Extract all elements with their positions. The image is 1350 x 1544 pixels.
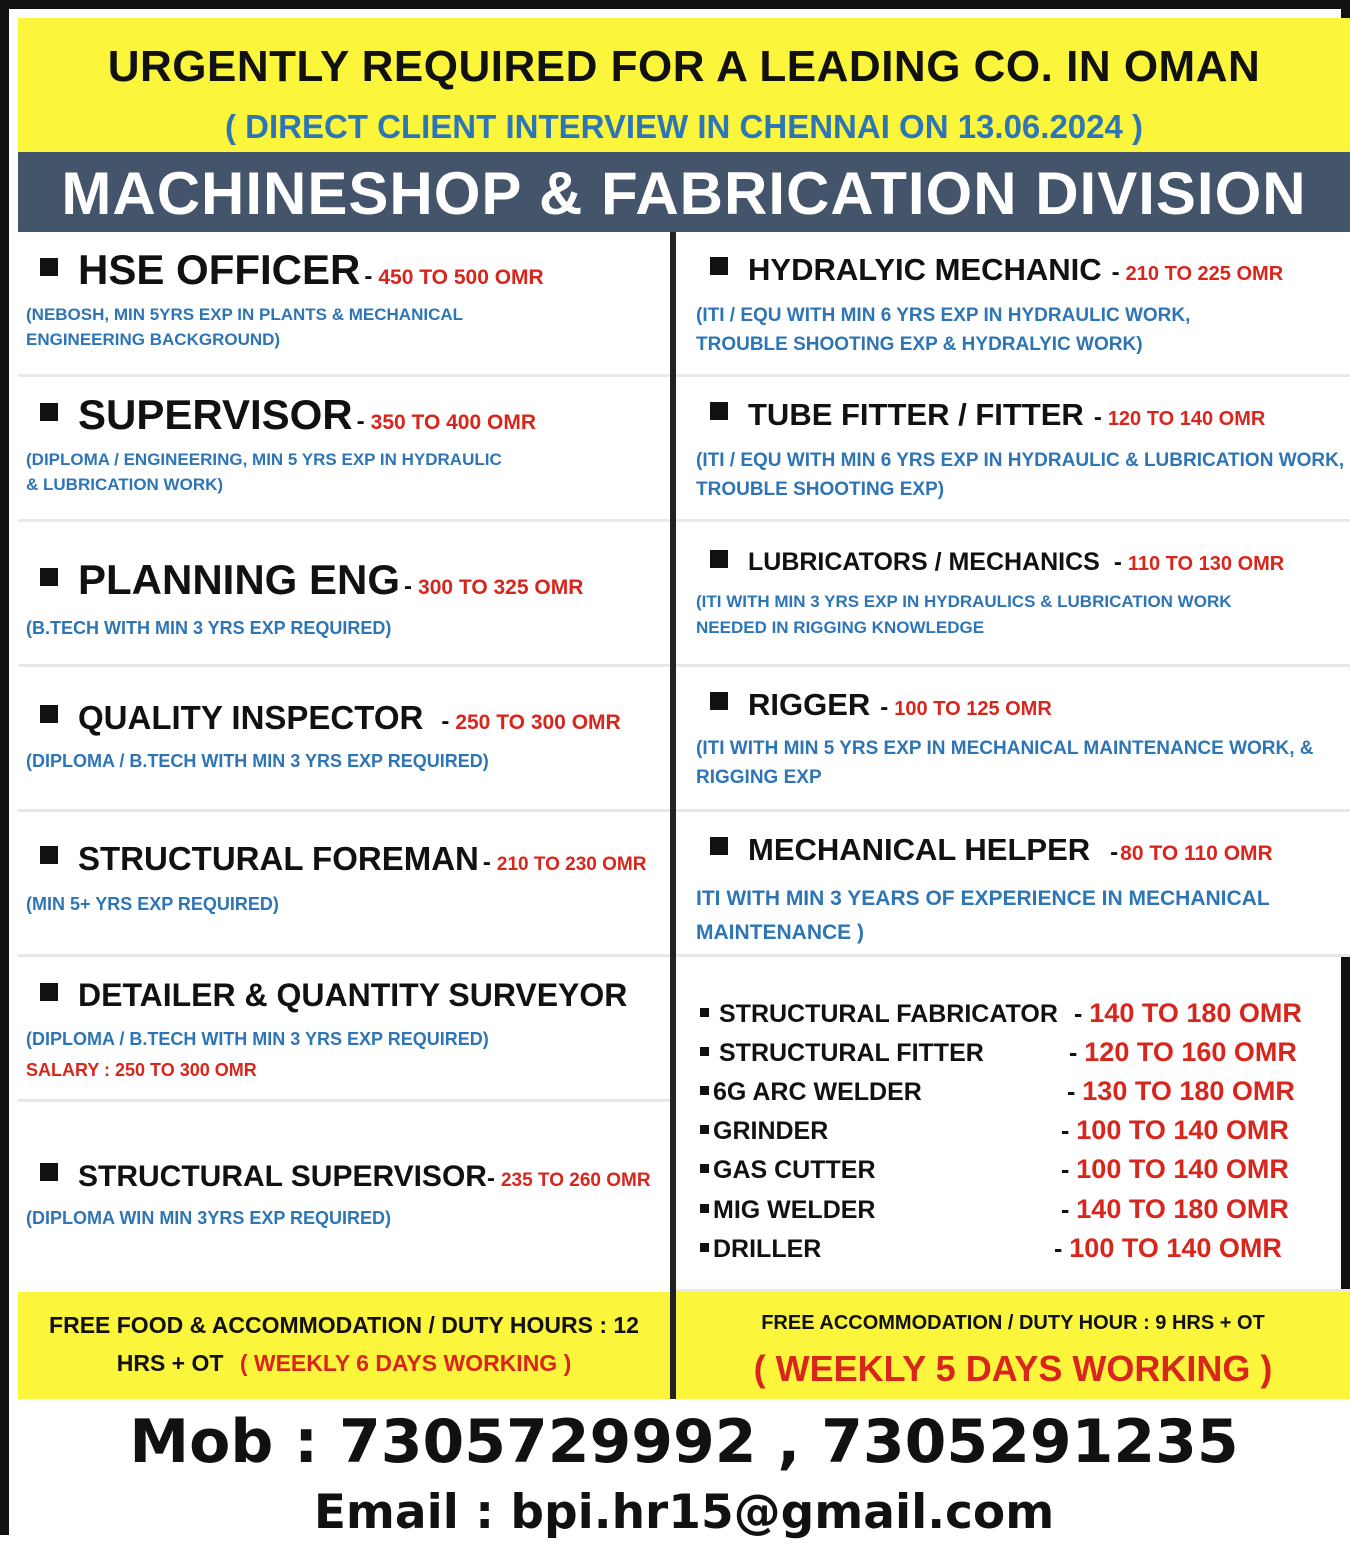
- job-title-text: STRUCTURAL FOREMAN: [78, 840, 479, 877]
- job-title-text: DETAILER & QUANTITY SURVEYOR: [78, 977, 628, 1013]
- job-title: [710, 252, 1283, 288]
- job-salary: 100 TO 125 OMR: [894, 698, 1052, 720]
- trade-item: [700, 1156, 876, 1185]
- job-salary: 450 TO 500 OMR: [378, 266, 544, 289]
- job-title: [710, 397, 1265, 433]
- job-title: [40, 556, 583, 604]
- job-salary: 110 TO 130 OMR: [1127, 553, 1285, 575]
- dash: -: [486, 1165, 495, 1192]
- square-bullet-icon: [700, 1243, 709, 1252]
- footer-right-benefits: [676, 1292, 1350, 1399]
- job-description-line2: RIGGING EXP: [696, 767, 822, 788]
- dash: -: [364, 263, 373, 290]
- job-salary: 120 TO 140 OMR: [1107, 408, 1266, 430]
- dash: -: [1111, 259, 1120, 286]
- job-description-line1: (DIPLOMA / B.TECH WITH MIN 3 YRS EXP REQUIRED): [26, 1029, 489, 1049]
- job-cell-mechanical-helper: [676, 812, 1350, 957]
- square-bullet-icon: [40, 705, 58, 723]
- dash: -: [404, 573, 413, 600]
- trade-item: [700, 1078, 922, 1107]
- trade-name: MIG WELDER: [713, 1196, 876, 1224]
- square-bullet-icon: [40, 258, 58, 276]
- square-bullet-icon: [700, 1125, 709, 1134]
- trade-salary: - 100 TO 140 OMR: [1061, 1154, 1289, 1184]
- job-cell-hse-officer: [18, 232, 670, 377]
- dash: -: [1113, 549, 1122, 576]
- job-description-line2: ENGINEERING BACKGROUND): [26, 330, 281, 349]
- job-description-line2: TROUBLE SHOOTING EXP): [696, 479, 945, 500]
- job-cell-quality-inspector: [18, 667, 670, 812]
- dash: -: [880, 694, 889, 721]
- job-description-line1: (DIPLOMA WIN MIN 3YRS EXP REQUIRED): [26, 1208, 392, 1228]
- job-cell-hydraulic-mechanic: [676, 232, 1350, 377]
- square-bullet-icon: [700, 1008, 709, 1017]
- square-bullet-icon: [700, 1086, 709, 1095]
- square-bullet-icon: [40, 846, 58, 864]
- job-title: [710, 687, 1052, 723]
- dash: -: [482, 849, 491, 876]
- job-salary: 250 TO 300 OMR: [455, 711, 621, 734]
- job-cell-detailer: [18, 957, 670, 1102]
- header-banner: [18, 18, 1350, 152]
- square-bullet-icon: [700, 1164, 709, 1173]
- trade-item: [700, 1117, 828, 1146]
- benefits-line1: FREE FOOD & ACCOMMODATION / DUTY HOURS : 12: [49, 1312, 639, 1338]
- job-title-text: LUBRICATORS / MECHANICS: [748, 548, 1100, 576]
- job-salary: 210 TO 230 OMR: [496, 854, 647, 875]
- job-description-line1: (DIPLOMA / ENGINEERING, MIN 5 YRS EXP IN HYDRAULIC: [26, 450, 502, 469]
- trade-salary: - 140 TO 180 OMR: [1061, 1194, 1289, 1224]
- job-description-line1: (DIPLOMA / B.TECH WITH MIN 3 YRS EXP REQUIRED): [26, 751, 489, 771]
- job-salary: 300 TO 325 OMR: [418, 576, 584, 599]
- interview-subline: ( DIRECT CLIENT INTERVIEW IN CHENNAI ON 13.06.2024 ): [224, 108, 1144, 145]
- job-description-line1: ITI WITH MIN 3 YEARS OF EXPERIENCE IN MECHANICAL: [696, 887, 1270, 910]
- job-cell-structural-foreman: [18, 812, 670, 957]
- job-title: [40, 699, 621, 737]
- duty-hours-text: HRS + OT: [116, 1350, 224, 1376]
- trade-salary: - 100 TO 140 OMR: [1061, 1115, 1289, 1145]
- square-bullet-icon: [710, 550, 728, 568]
- job-description-line2: TROUBLE SHOOTING EXP & HYDRALYIC WORK): [696, 334, 1143, 355]
- job-description-line1: (B.TECH WITH MIN 3 YRS EXP REQUIRED): [26, 618, 392, 638]
- footer-left-benefits: [18, 1292, 670, 1399]
- email-address[interactable]: Email : bpi.hr15@gmail.com: [313, 1485, 1055, 1540]
- job-title-text: PLANNING ENG: [78, 556, 401, 603]
- job-cell-supervisor: [18, 377, 670, 522]
- job-cell-structural-supervisor: [18, 1102, 670, 1291]
- division-banner: MACHINESHOP & FABRICATION DIVISION: [18, 152, 1350, 232]
- job-cell-lubricators: [676, 522, 1350, 667]
- job-description-line1: (MIN 5+ YRS EXP REQUIRED): [26, 894, 279, 914]
- trade-name: STRUCTURAL FITTER: [719, 1039, 984, 1067]
- working-days-text: ( WEEKLY 5 DAYS WORKING ): [753, 1348, 1273, 1389]
- square-bullet-icon: [40, 1163, 58, 1181]
- benefits-line1: FREE ACCOMMODATION / DUTY HOUR : 9 HRS + OT: [761, 1312, 1265, 1334]
- trade-salary: - 120 TO 160 OMR: [1069, 1037, 1297, 1067]
- trade-item: [700, 1039, 984, 1068]
- job-title: [40, 246, 544, 294]
- headline: URGENTLY REQUIRED FOR A LEADING CO. IN OMAN: [107, 42, 1261, 91]
- square-bullet-icon: [40, 403, 58, 421]
- contact-section: [18, 1399, 1350, 1544]
- trade-salary: - 130 TO 180 OMR: [1067, 1076, 1295, 1106]
- working-days-text: ( WEEKLY 6 DAYS WORKING ): [239, 1350, 572, 1376]
- square-bullet-icon: [710, 837, 728, 855]
- benefits-line2: [18, 1350, 670, 1377]
- job-salary: 80 TO 110 OMR: [1120, 842, 1273, 865]
- job-description-line1: (ITI WITH MIN 5 YRS EXP IN MECHANICAL MAINTENANCE WORK, &: [696, 738, 1314, 759]
- job-cell-planning-eng: [18, 522, 670, 667]
- job-description-line2: NEEDED IN RIGGING KNOWLEDGE: [696, 618, 985, 637]
- job-title-text: QUALITY INSPECTOR: [78, 699, 424, 736]
- mobile-numbers[interactable]: Mob : 7305729992 , 7305291235: [129, 1407, 1239, 1477]
- trade-name: DRILLER: [713, 1235, 822, 1263]
- job-title-text: RIGGER: [748, 687, 871, 722]
- square-bullet-icon: [710, 692, 728, 710]
- square-bullet-icon: [700, 1204, 709, 1213]
- job-description-line2: MAINTENANCE ): [696, 921, 864, 944]
- trade-salary: - 140 TO 180 OMR: [1074, 998, 1302, 1028]
- trade-name: GRINDER: [713, 1117, 829, 1145]
- job-title: [40, 977, 627, 1014]
- square-bullet-icon: [40, 983, 58, 1001]
- trades-list: [676, 954, 1350, 1292]
- trade-name: GAS CUTTER: [713, 1156, 876, 1184]
- dash: -: [1110, 839, 1119, 866]
- job-title: [710, 548, 1284, 577]
- job-salary: 210 TO 225 OMR: [1125, 263, 1284, 285]
- job-salary: 235 TO 260 OMR: [500, 1170, 651, 1191]
- job-description-line1: (ITI WITH MIN 3 YRS EXP IN HYDRAULICS & LUBRICATION WORK: [696, 592, 1232, 611]
- job-salary-line: SALARY : 250 TO 300 OMR: [26, 1060, 257, 1080]
- job-title: [40, 840, 646, 878]
- job-title: [710, 832, 1273, 868]
- job-cell-rigger: [676, 667, 1350, 812]
- square-bullet-icon: [710, 402, 728, 420]
- dash: -: [1093, 404, 1102, 431]
- dash: -: [441, 708, 450, 735]
- trade-item: [700, 1000, 1058, 1029]
- job-description-line2: & LUBRICATION WORK): [26, 475, 224, 494]
- job-description-line1: (ITI / EQU WITH MIN 6 YRS EXP IN HYDRAULIC & LUBRICATION WORK,: [696, 450, 1345, 471]
- job-title-text: MECHANICAL HELPER: [748, 832, 1091, 867]
- dash: -: [356, 408, 365, 435]
- job-description-line1: (ITI / EQU WITH MIN 6 YRS EXP IN HYDRAULIC WORK,: [696, 305, 1191, 326]
- trade-item: [700, 1235, 821, 1264]
- trade-item: [700, 1196, 876, 1225]
- job-title: [40, 391, 536, 439]
- job-title-text: STRUCTURAL SUPERVISOR: [78, 1160, 487, 1193]
- trade-salary: - 100 TO 140 OMR: [1054, 1233, 1282, 1263]
- job-title-text: HYDRALYIC MECHANIC: [748, 252, 1102, 287]
- square-bullet-icon: [710, 257, 728, 275]
- job-title: [40, 1160, 651, 1194]
- trade-name: STRUCTURAL FABRICATOR: [719, 1000, 1058, 1028]
- job-title-text: TUBE FITTER / FITTER: [748, 397, 1084, 432]
- job-title-text: SUPERVISOR: [78, 391, 353, 438]
- square-bullet-icon: [700, 1047, 709, 1056]
- job-description-line1: (NEBOSH, MIN 5YRS EXP IN PLANTS & MECHANICAL: [26, 305, 464, 324]
- trade-name: 6G ARC WELDER: [713, 1078, 922, 1106]
- job-title-text: HSE OFFICER: [78, 246, 361, 293]
- job-cell-tube-fitter: [676, 377, 1350, 522]
- square-bullet-icon: [40, 568, 58, 586]
- job-salary: 350 TO 400 OMR: [370, 411, 536, 434]
